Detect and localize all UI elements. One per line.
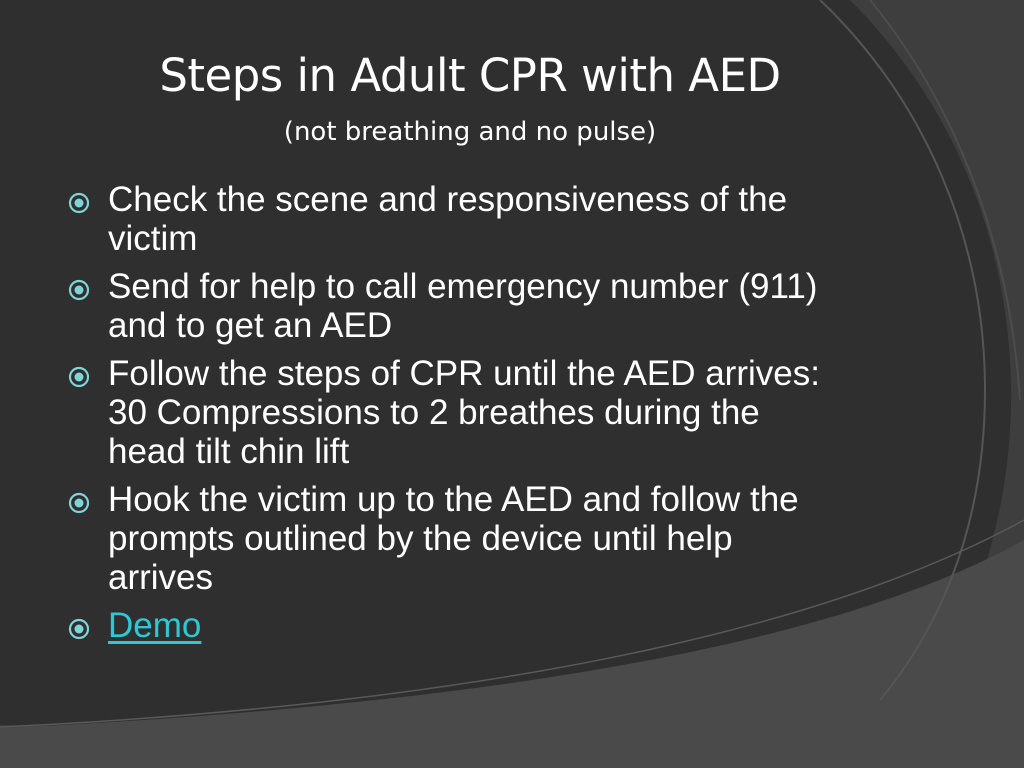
circle-bullet-icon	[68, 192, 90, 214]
circle-bullet-icon	[68, 366, 90, 388]
circle-bullet-icon	[68, 618, 90, 640]
bullet-item-demo	[66, 606, 846, 645]
bullet-text: Follow the steps of CPR until the AED arrives: 30 Compressions to 2 breathes during the head tilt chin lift	[108, 354, 820, 471]
bullet-item-hook-aed	[66, 480, 846, 597]
bullet-item-check-scene	[66, 180, 846, 258]
demo-link[interactable]: Demo	[108, 606, 202, 645]
bullet-text: Check the scene and responsiveness of the victim	[108, 180, 788, 258]
bullet-text: Hook the victim up to the AED and follow the prompts outlined by the device until help arrives	[108, 480, 799, 597]
bullet-item-follow-cpr	[66, 354, 846, 471]
bullet-item-send-help	[66, 267, 846, 345]
circle-bullet-icon	[68, 279, 90, 301]
slide-title: Steps in Adult CPR with AED	[159, 49, 781, 102]
slide-subtitle: (not breathing and no pulse)	[283, 117, 657, 147]
bullet-list	[66, 180, 846, 654]
bullet-text: Send for help to call emergency number (911) and to get an AED	[108, 267, 818, 345]
circle-bullet-icon	[68, 492, 90, 514]
